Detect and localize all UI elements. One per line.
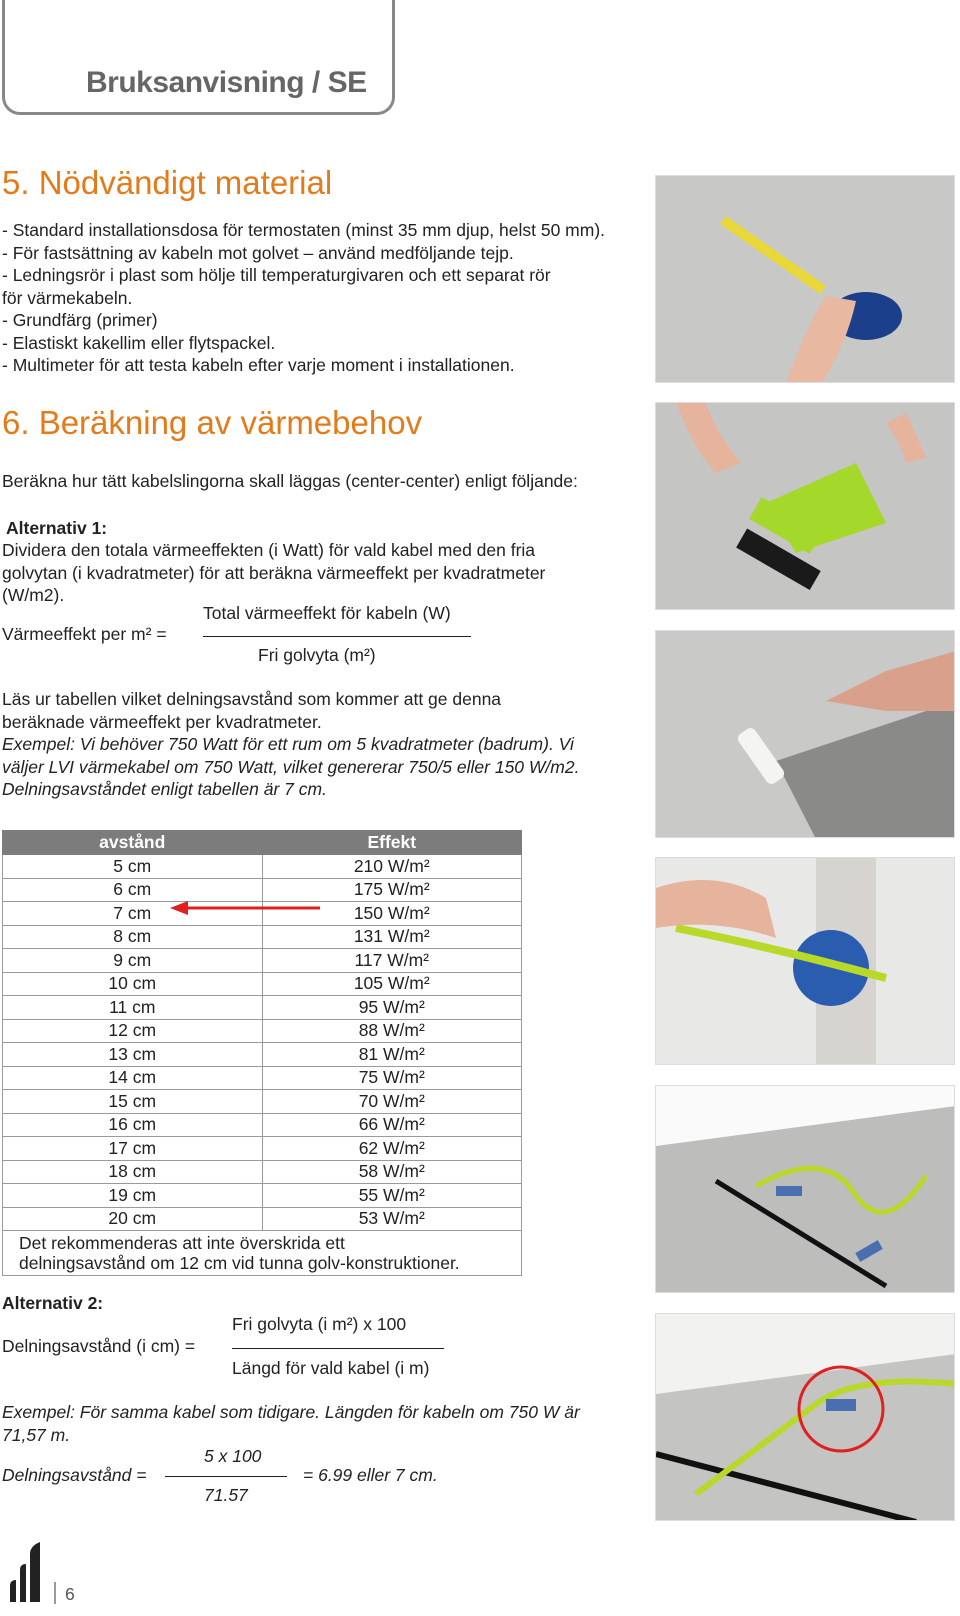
photo-cable-detail <box>655 1313 955 1521</box>
text-line: Delningsavståndet enligt tabellen är 7 cm. <box>2 779 327 799</box>
table-row <box>3 972 522 996</box>
brand-logo <box>6 1540 46 1602</box>
cell-distance: 11 cm <box>3 996 263 1020</box>
text-line: väljer LVI värmekabel om 750 Watt, vilket genererar 750/5 eller 150 W/m2. <box>2 756 580 777</box>
calc-result: = 6.99 eller 7 cm. <box>303 1465 438 1485</box>
formula-2-fraction-bar <box>232 1348 444 1349</box>
table-note-row <box>3 1231 522 1276</box>
photo-sweeping <box>655 402 955 610</box>
cell-distance: 15 cm <box>3 1090 263 1114</box>
read-table-text <box>2 688 501 733</box>
section-5-list <box>2 219 605 377</box>
formula-1-numerator: Total värmeeffekt för kabeln (W) <box>203 603 451 623</box>
example-2 <box>2 1401 580 1446</box>
cell-effect: 75 W/m² <box>262 1066 522 1090</box>
cell-effect: 131 W/m² <box>262 925 522 949</box>
text-line: Läs ur tabellen vilket delningsavstånd som kommer att ge denna <box>2 689 502 709</box>
calc-numerator: 5 x 100 <box>204 1446 262 1466</box>
spacing-table <box>2 830 522 1276</box>
text-line: Det rekommenderas att inte överskrida ett <box>19 1233 345 1253</box>
table-row <box>3 1160 522 1184</box>
cell-distance: 9 cm <box>3 949 263 973</box>
alternative-2-title: Alternativ 2: <box>2 1293 104 1313</box>
text-line: delningsavstånd om 12 cm vid tunna golv-konstruktioner. <box>19 1253 460 1273</box>
highlight-arrow <box>168 898 322 918</box>
formula-1-denominator: Fri golvyta (m²) <box>258 645 376 665</box>
text-line: Exempel: Vi behöver 750 Watt för ett rum om 5 kvadratmeter (badrum). Vi <box>2 734 574 754</box>
footer-divider <box>54 1582 56 1604</box>
cell-effect: 210 W/m² <box>262 855 522 879</box>
formula-1-fraction-bar <box>203 636 471 637</box>
cell-effect: 70 W/m² <box>262 1090 522 1114</box>
cell-distance: 18 cm <box>3 1160 263 1184</box>
cell-distance: 6 cm <box>3 878 263 902</box>
column-header-distance: avstånd <box>3 831 263 855</box>
cell-effect: 55 W/m² <box>262 1184 522 1208</box>
list-item: - Elastiskt kakellim eller flytspackel. <box>2 332 276 353</box>
text-line: (W/m2). <box>2 585 65 605</box>
photo-primer-roller <box>655 630 955 838</box>
text-line: Dividera den totala värmeeffekten (i Watt) för vald kabel med den fria <box>2 540 536 560</box>
example-1 <box>2 733 579 801</box>
formula-2-numerator: Fri golvyta (i m²) x 100 <box>232 1314 407 1334</box>
list-item: - Multimeter för att testa kabeln efter varje moment i installationen. <box>2 355 515 375</box>
text-line: golvytan (i kvadratmeter) för att beräkna värmeeffekt per kvadratmeter <box>2 562 546 583</box>
photo-cable-layout <box>655 1085 955 1293</box>
cell-distance: 8 cm <box>3 925 263 949</box>
formula-2-denominator: Längd för vald kabel (i m) <box>232 1358 430 1378</box>
calc-fraction-bar <box>165 1476 287 1477</box>
cell-effect: 88 W/m² <box>262 1019 522 1043</box>
photo-installation-box <box>655 857 955 1065</box>
cell-distance: 12 cm <box>3 1019 263 1043</box>
table-row <box>3 996 522 1020</box>
cell-distance: 10 cm <box>3 972 263 996</box>
table-row <box>3 855 522 879</box>
table-row <box>3 1019 522 1043</box>
table-row <box>3 1207 522 1231</box>
photo-measuring-tape <box>655 175 955 383</box>
table-row <box>3 1043 522 1067</box>
table-note <box>3 1231 522 1276</box>
calc-left: Delningsavstånd = <box>2 1465 147 1485</box>
cell-distance: 20 cm <box>3 1207 263 1231</box>
list-item: - Ledningsrör i plast som hölje till temperaturgivaren och ett separat rör <box>2 265 551 285</box>
cell-effect: 95 W/m² <box>262 996 522 1020</box>
calc-denominator: 71.57 <box>204 1485 248 1505</box>
cell-effect: 175 W/m² <box>262 878 522 902</box>
table-row <box>3 1184 522 1208</box>
table-row <box>3 1137 522 1161</box>
cell-distance: 13 cm <box>3 1043 263 1067</box>
alternative-1-title: Alternativ 1: <box>6 518 108 538</box>
cell-effect: 117 W/m² <box>262 949 522 973</box>
formula-2-left: Delningsavstånd (i cm) = <box>2 1336 196 1356</box>
cell-distance: 7 cm <box>3 902 263 926</box>
cell-distance: 16 cm <box>3 1113 263 1137</box>
list-item: - För fastsättning av kabeln mot golvet – använd medföljande tejp. <box>2 242 514 263</box>
text-line: Exempel: För samma kabel som tidigare. Längden för kabeln om 750 W är <box>2 1402 580 1422</box>
table-row <box>3 949 522 973</box>
table-header-row <box>3 831 522 855</box>
list-item: för värmekabeln. <box>2 287 133 308</box>
cell-effect: 81 W/m² <box>262 1043 522 1067</box>
table-row <box>3 1090 522 1114</box>
list-item: - Grundfärg (primer) <box>2 310 158 330</box>
table-row <box>3 1113 522 1137</box>
cell-distance: 5 cm <box>3 855 263 879</box>
section-5-heading: 5. Nödvändigt material <box>2 164 333 201</box>
cell-distance: 17 cm <box>3 1137 263 1161</box>
column-header-effect: Effekt <box>262 831 522 855</box>
table-row <box>3 1066 522 1090</box>
list-item: - Standard installationsdosa för termostaten (minst 35 mm djup, helst 50 mm). <box>2 220 606 240</box>
cell-effect: 66 W/m² <box>262 1113 522 1137</box>
document-title: Bruksanvisning / SE <box>86 66 367 99</box>
alternative-1-text <box>2 539 545 607</box>
section-6-heading: 6. Beräkning av värmebehov <box>2 404 423 441</box>
formula-1-left: Värmeeffekt per m² = <box>2 624 167 644</box>
text-line: 71,57 m. <box>2 1424 71 1445</box>
cell-effect: 62 W/m² <box>262 1137 522 1161</box>
cell-distance: 19 cm <box>3 1184 263 1208</box>
cell-effect: 53 W/m² <box>262 1207 522 1231</box>
text-line: beräknade värmeeffekt per kvadratmeter. <box>2 711 322 732</box>
section-6-intro: Beräkna hur tätt kabelslingorna skall läggas (center-center) enligt följande: <box>2 471 578 491</box>
cell-distance: 14 cm <box>3 1066 263 1090</box>
cell-effect: 105 W/m² <box>262 972 522 996</box>
cell-effect: 58 W/m² <box>262 1160 522 1184</box>
table-row <box>3 925 522 949</box>
page-number: 6 <box>65 1584 75 1604</box>
cell-effect: 150 W/m² <box>262 902 522 926</box>
